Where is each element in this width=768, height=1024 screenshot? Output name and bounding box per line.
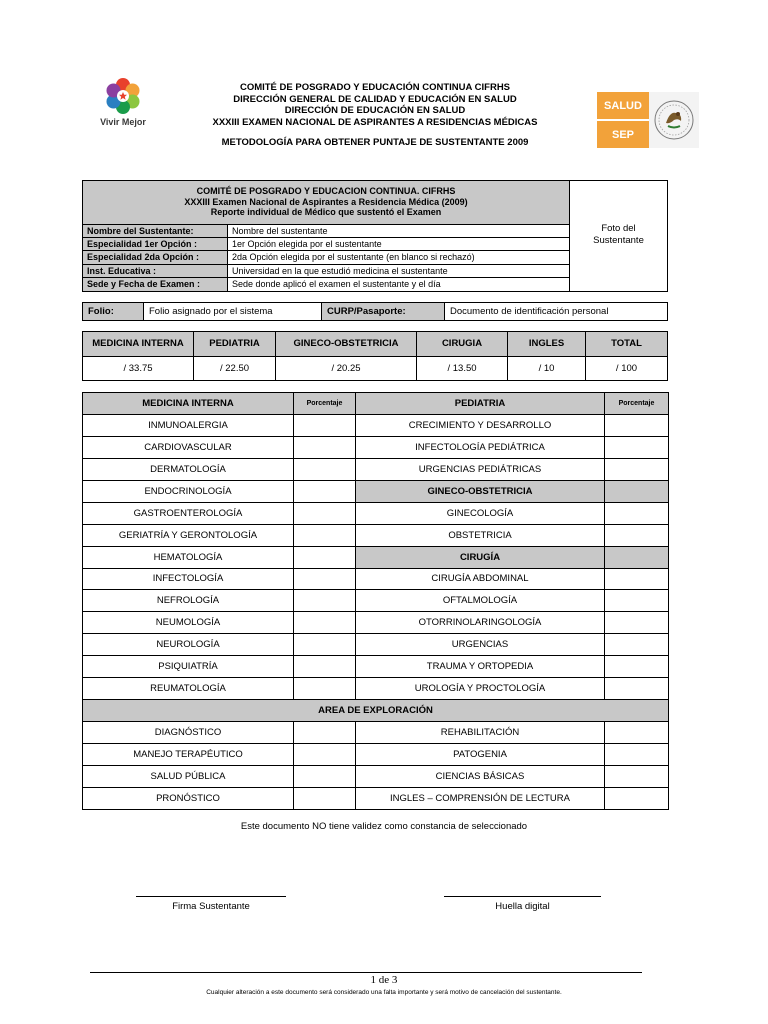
- table-row: [83, 480, 669, 502]
- percentage-cell: [294, 546, 356, 568]
- section-header-gineco: GINECO-OBSTETRICIA: [356, 480, 605, 502]
- subject-left: INFECTOLOGÍA: [83, 568, 294, 590]
- footer-disclaimer: Cualquier alteración a este documento será considerado una falta importante y será motivo de cancelación del sustentante.: [206, 989, 562, 996]
- section-header-area-exploracion: AREA DE EXPLORACIÓN: [83, 700, 669, 722]
- score-header-cirugia: CIRUGIA: [417, 332, 508, 356]
- individual-report: [82, 180, 668, 292]
- subject-right: OTORRINOLARINGOLOGÍA: [356, 612, 605, 634]
- table-row: [83, 590, 669, 612]
- percentage-cell: [605, 722, 669, 744]
- signature-label: Firma Sustentante: [172, 901, 250, 912]
- table-row: [83, 744, 669, 766]
- subject-right: GINECOLOGÍA: [356, 502, 605, 524]
- score-header-gineco: GINECO-OBSTETRICIA: [276, 332, 417, 356]
- column-header-percentage: Porcentaje: [605, 393, 669, 415]
- subject-right: OBSTETRICIA: [356, 524, 605, 546]
- percentage-cell: [294, 414, 356, 436]
- salud-sep-logo: [597, 92, 699, 148]
- field-value: 1er Opción elegida por el sustentante: [232, 239, 382, 250]
- score-header-ingles: INGLES: [508, 332, 586, 356]
- percentage-cell: [294, 678, 356, 700]
- score-summary: [82, 331, 668, 381]
- percentage-cell: [605, 787, 669, 809]
- table-section-row: [83, 700, 669, 722]
- table-row: [83, 722, 669, 744]
- table-row: [83, 546, 669, 568]
- subject-percentage-table: [82, 392, 669, 810]
- page-number: 1 de 3: [370, 974, 398, 986]
- subject-left: REUMATOLOGÍA: [83, 678, 294, 700]
- percentage-cell: [605, 678, 669, 700]
- subject-right: URGENCIAS: [356, 634, 605, 656]
- percentage-cell: [294, 568, 356, 590]
- table-row: [83, 612, 669, 634]
- signature-line: [136, 896, 286, 897]
- subject-left: NEFROLOGÍA: [83, 590, 294, 612]
- score-value-gineco: / 20.25: [276, 357, 417, 381]
- section-header-cirugia: CIRUGÍA: [356, 546, 605, 568]
- signature-label: Huella digital: [495, 901, 550, 912]
- table-row: [83, 502, 669, 524]
- report-title: COMITÉ DE POSGRADO Y EDUCACION CONTINUA. CIFRHS XXXIII Examen Nacional de Aspirantes a Residencia Médica (2009) Reporte individual de Médico que sustentó el Examen: [83, 181, 569, 225]
- vivir-mejor-logo: [88, 76, 158, 132]
- subject-left: DERMATOLOGÍA: [83, 458, 294, 480]
- table-row: [83, 568, 669, 590]
- percentage-cell: [605, 480, 669, 502]
- subject-left: NEUROLOGÍA: [83, 634, 294, 656]
- score-value-medicina: / 33.75: [83, 357, 194, 381]
- subject-right: INFECTOLOGÍA PEDIÁTRICA: [356, 436, 605, 458]
- report-row-institution: [83, 265, 569, 278]
- footer-divider: [90, 972, 642, 973]
- curp-label: CURP/Pasaporte:: [322, 303, 445, 320]
- field-value: 2da Opción elegida por el sustentante (en blanco si rechazó): [232, 252, 475, 263]
- salud-label: SALUD: [604, 99, 642, 112]
- percentage-cell: [605, 502, 669, 524]
- column-header-medicina: MEDICINA INTERNA: [83, 393, 294, 415]
- subject-left: PSIQUIATRÍA: [83, 656, 294, 678]
- percentage-cell: [294, 765, 356, 787]
- percentage-cell: [294, 612, 356, 634]
- percentage-cell: [605, 524, 669, 546]
- table-header-row: [83, 393, 669, 415]
- folio-label: Folio:: [83, 303, 144, 320]
- document-header: [160, 82, 590, 149]
- field-label: Nombre del Sustentante:: [83, 225, 228, 237]
- report-row-specialty-2: [83, 251, 569, 264]
- percentage-cell: [605, 590, 669, 612]
- score-header-medicina: MEDICINA INTERNA: [83, 332, 194, 356]
- signature-block-sustentante: [136, 896, 286, 912]
- percentage-cell: [294, 787, 356, 809]
- subject-right: OFTALMOLOGÍA: [356, 590, 605, 612]
- subject-right: UROLOGÍA Y PROCTOLOGÍA: [356, 678, 605, 700]
- subject-left: HEMATOLOGÍA: [83, 546, 294, 568]
- table-row: [83, 524, 669, 546]
- percentage-cell: [294, 480, 356, 502]
- field-label: Especialidad 2da Opción :: [83, 251, 228, 263]
- table-row: [83, 678, 669, 700]
- header-line-2: DIRECCIÓN GENERAL DE CALIDAD Y EDUCACIÓN EN SALUD: [233, 93, 517, 105]
- percentage-cell: [294, 722, 356, 744]
- subject-right: INGLES – COMPRENSIÓN DE LECTURA: [356, 787, 605, 809]
- percentage-cell: [605, 436, 669, 458]
- percentage-cell: [294, 502, 356, 524]
- subject-right: PATOGENIA: [356, 744, 605, 766]
- table-row: [83, 656, 669, 678]
- percentage-cell: [294, 656, 356, 678]
- table-row: [83, 414, 669, 436]
- percentage-cell: [605, 458, 669, 480]
- percentage-cell: [605, 612, 669, 634]
- subject-right: CIRUGÍA ABDOMINAL: [356, 568, 605, 590]
- folio-value: Folio asignado por el sistema: [144, 303, 322, 320]
- score-header-total: TOTAL: [611, 338, 642, 350]
- percentage-cell: [605, 744, 669, 766]
- table-row: [83, 787, 669, 809]
- percentage-cell: [605, 656, 669, 678]
- subject-left: GASTROENTEROLOGÍA: [83, 502, 294, 524]
- report-row-venue-date: [83, 278, 569, 291]
- header-line-3: DIRECCIÓN DE EDUCACIÓN EN SALUD: [284, 105, 466, 116]
- photo-placeholder: Foto del Sustentante: [593, 223, 644, 246]
- column-header-pediatria: PEDIATRIA: [356, 393, 605, 415]
- field-value: Sede donde aplicó el examen el sustentante y el día: [232, 278, 441, 289]
- percentage-cell: [294, 634, 356, 656]
- percentage-cell: [294, 524, 356, 546]
- percentage-cell: [294, 436, 356, 458]
- report-row-name: [83, 225, 569, 238]
- subject-left: GERIATRÍA Y GERONTOLOGÍA: [83, 524, 294, 546]
- score-value-pediatria: / 22.50: [194, 357, 276, 381]
- percentage-cell: [605, 634, 669, 656]
- curp-value: Documento de identificación personal: [450, 306, 609, 317]
- percentage-cell: [294, 458, 356, 480]
- signature-line: [444, 896, 601, 897]
- field-label: Especialidad 1er Opción :: [83, 238, 228, 250]
- percentage-cell: [605, 414, 669, 436]
- validity-note: Este documento NO tiene validez como constancia de seleccionado: [240, 821, 528, 832]
- percentage-cell: [605, 568, 669, 590]
- sep-label: SEP: [597, 119, 649, 148]
- subject-left: SALUD PÚBLICA: [83, 765, 294, 787]
- subject-right: CIENCIAS BÁSICAS: [356, 765, 605, 787]
- subject-left: DIAGNÓSTICO: [83, 722, 294, 744]
- subject-right: URGENCIAS PEDIÁTRICAS: [356, 458, 605, 480]
- field-label: Inst. Educativa :: [83, 265, 228, 277]
- mexico-seal-icon: [649, 92, 699, 148]
- header-line-1: COMITÉ DE POSGRADO Y EDUCACIÓN CONTINUA CIFRHS: [239, 82, 511, 93]
- score-value-cirugia: / 13.50: [417, 357, 508, 381]
- subject-left: CARDIOVASCULAR: [83, 436, 294, 458]
- header-line-4: XXXIII EXAMEN NACIONAL DE ASPIRANTES A RESIDENCIAS MÉDICAS: [212, 116, 538, 128]
- field-value: Nombre del sustentante: [232, 226, 328, 236]
- subject-left: MANEJO TERAPÉUTICO: [83, 744, 294, 766]
- vivir-mejor-label: Vivir Mejor: [100, 117, 146, 127]
- field-label: Sede y Fecha de Examen :: [83, 278, 228, 291]
- folio-row: [82, 302, 668, 321]
- flower-icon: [103, 76, 143, 116]
- subject-left: ENDOCRINOLOGÍA: [83, 480, 294, 502]
- column-header-percentage: Porcentaje: [294, 393, 356, 415]
- percentage-cell: [294, 744, 356, 766]
- score-header-pediatria: PEDIATRIA: [194, 332, 276, 356]
- methodology-title: METODOLOGÍA PARA OBTENER PUNTAJE DE SUSTENTANTE 2009: [221, 137, 529, 148]
- score-value-ingles: / 10: [508, 357, 586, 381]
- percentage-cell: [294, 590, 356, 612]
- subject-right: CRECIMIENTO Y DESARROLLO: [356, 414, 605, 436]
- report-row-specialty-1: [83, 238, 569, 251]
- field-value: Universidad en la que estudió medicina el sustentante: [232, 265, 448, 276]
- subject-right: REHABILITACIÓN: [356, 722, 605, 744]
- subject-left: PRONÓSTICO: [83, 787, 294, 809]
- score-value-total: / 100: [615, 362, 638, 374]
- percentage-cell: [605, 765, 669, 787]
- subject-left: INMUNOALERGIA: [83, 414, 294, 436]
- subject-left: NEUMOLOGÍA: [83, 612, 294, 634]
- subject-right: TRAUMA Y ORTOPEDIA: [356, 656, 605, 678]
- percentage-cell: [605, 546, 669, 568]
- table-row: [83, 458, 669, 480]
- table-row: [83, 765, 669, 787]
- table-row: [83, 634, 669, 656]
- table-row: [83, 436, 669, 458]
- signature-block-fingerprint: [444, 896, 601, 912]
